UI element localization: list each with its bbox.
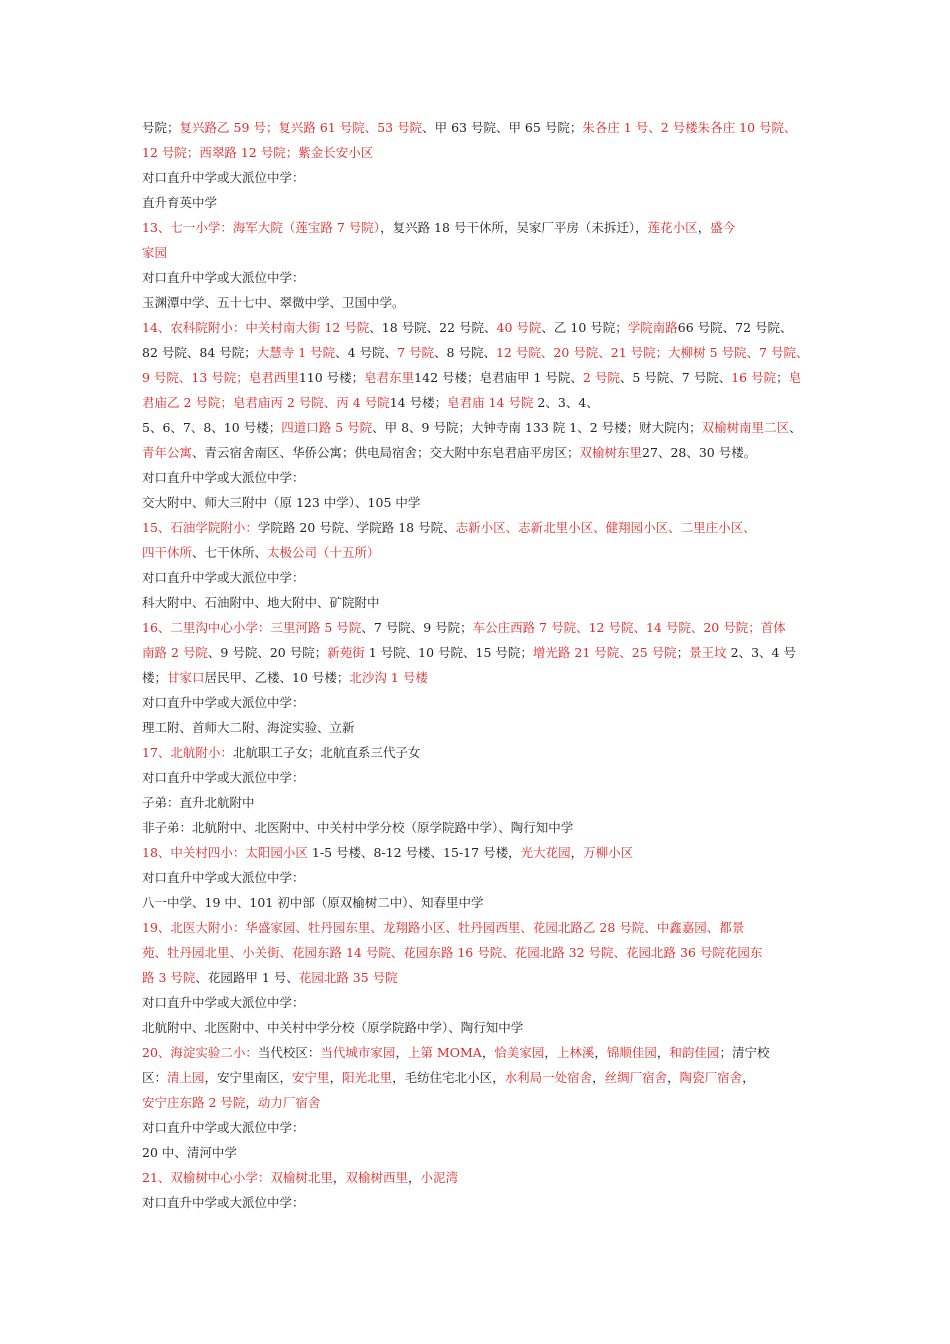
document-body — [142, 115, 812, 1215]
plain-text: 、青云宿舍南区、华侨公寓；供电局宿舍；交大附中东皂君庙平房区； — [192, 445, 580, 460]
plain-text: ；清宁校 — [719, 1045, 770, 1060]
highlighted-text: 12 号院；西翠路 12 号院；紫金长安小区 — [142, 145, 374, 160]
highlighted-text: 志新小区、志新北里小区、健翔园小区、二里庄小区、 — [455, 520, 756, 535]
text-line — [142, 1040, 812, 1065]
plain-text: 八一中学、19 中、101 初中部（原双榆树二中）、知春里中学 — [142, 895, 484, 910]
text-line — [142, 165, 812, 190]
text-line — [142, 890, 812, 915]
highlighted-text: 新苑街 — [327, 645, 365, 660]
plain-text: ， — [656, 1045, 670, 1060]
plain-text: 子弟：直升北航附中 — [142, 795, 255, 810]
plain-text: 科大附中、石油附中、地大附中、矿院附中 — [142, 595, 380, 610]
plain-text: ， — [407, 1170, 421, 1185]
plain-text: 142 号楼；皂君庙甲 1 号院、 — [414, 370, 583, 385]
highlighted-text: 青年公寓 — [142, 445, 193, 460]
highlighted-text: 皂君庙 14 号院 — [447, 395, 534, 410]
highlighted-text: 增光路 21 号院、25 号院 — [532, 645, 677, 660]
plain-text: ； — [776, 370, 789, 385]
plain-text: ，安宁里南区， — [204, 1070, 293, 1085]
plain-text: 对口直升中学或大派位中学： — [142, 870, 305, 885]
highlighted-text: 丝绸厂宿舍 — [604, 1070, 668, 1085]
highlighted-text: 16、二里沟中心小学：三里河路 5 号院 — [142, 620, 362, 635]
plain-text: ， — [594, 1045, 607, 1060]
highlighted-text: 家园 — [142, 245, 168, 260]
plain-text: ， — [332, 1170, 346, 1185]
text-line — [142, 240, 812, 265]
highlighted-text: 12 号院、20 号院、21 号院；大柳树 5 号院、7 号院、 — [495, 345, 809, 360]
highlighted-text: 40 号院 — [496, 320, 542, 335]
plain-text: 学院路 20 号院、学院路 18 号院、 — [257, 520, 456, 535]
text-line — [142, 515, 812, 540]
text-line — [142, 1015, 812, 1040]
plain-text: 、4 号院、 — [335, 345, 398, 360]
highlighted-text: 双榆树西里 — [345, 1170, 408, 1185]
highlighted-text: 苑、牡丹园北里、小关街、花园东路 14 号院、花园东路 16 号院、花园北路 32 号院、花园北路 36 号院花园东 — [142, 945, 763, 960]
text-line — [142, 115, 812, 140]
plain-text: ， — [544, 1045, 557, 1060]
highlighted-text: 7 号院 — [397, 345, 435, 360]
plain-text: 、5 号院、7 号院、 — [619, 370, 732, 385]
plain-text: 居民甲、乙楼、10 号楼； — [204, 670, 350, 685]
highlighted-text: 16 号院 — [731, 370, 777, 385]
plain-text: 110 号楼； — [298, 370, 365, 385]
text-line — [142, 1115, 812, 1140]
plain-text: ， — [245, 1095, 258, 1110]
highlighted-text: 当代城市家园 — [320, 1045, 396, 1060]
highlighted-text: 清上园 — [167, 1070, 205, 1085]
text-line — [142, 565, 812, 590]
highlighted-text: 恰美家园 — [494, 1045, 545, 1060]
plain-text: 区： — [142, 1070, 168, 1085]
highlighted-text: 13、七一小学：海军大院（莲宝路 7 号院） — [142, 220, 381, 235]
plain-text: 北航职工子女；北航直系三代子女 — [232, 745, 421, 760]
text-line — [142, 1140, 812, 1165]
plain-text: 、8 号院、 — [434, 345, 496, 360]
text-line — [142, 990, 812, 1015]
text-line — [142, 790, 812, 815]
text-line — [142, 1165, 812, 1190]
text-line — [142, 465, 812, 490]
highlighted-text: 18、中关村四小：太阳园小区 — [142, 845, 308, 860]
text-line — [142, 490, 812, 515]
highlighted-text: 大慧寺 1 号院 — [256, 345, 336, 360]
plain-text: 1 号院、10 号院、15 号院； — [364, 645, 533, 660]
highlighted-text: 9 号院、13 号院；皂君西里 — [142, 370, 299, 385]
highlighted-text: 四道口路 5 号院 — [281, 420, 373, 435]
text-line — [142, 290, 812, 315]
plain-text: 号院； — [142, 120, 180, 135]
highlighted-text: 皂 — [788, 370, 802, 385]
plain-text: 2、3、4 号 — [726, 645, 796, 660]
highlighted-text: 路 3 号院 — [142, 970, 196, 985]
highlighted-text: 19、北医大附小：华盛家园、牡丹园东里、龙翔路小区、牡丹园西里、花园北路乙 28 号院、中鑫嘉园、都景 — [142, 920, 745, 935]
text-line — [142, 715, 812, 740]
plain-text: ， — [481, 1045, 495, 1060]
text-line — [142, 1065, 812, 1090]
highlighted-text: 小泥湾 — [420, 1170, 458, 1185]
highlighted-text: 莲花小区 — [647, 220, 698, 235]
text-line — [142, 940, 812, 965]
highlighted-text: 动力厂宿舍 — [257, 1095, 321, 1110]
highlighted-text: 锦顺佳园 — [606, 1045, 657, 1060]
plain-text: 对口直升中学或大派位中学： — [142, 995, 305, 1010]
text-line — [142, 340, 812, 365]
highlighted-text: 万柳小区 — [583, 845, 634, 860]
plain-text: ， — [592, 1070, 605, 1085]
highlighted-text: 阳光北里 — [342, 1070, 393, 1085]
plain-text: 、7 号院、9 号院； — [361, 620, 473, 635]
plain-text: 直升育英中学 — [142, 195, 218, 210]
text-line — [142, 640, 812, 665]
highlighted-text: 双榆树东里 — [579, 445, 643, 460]
highlighted-text: 2 号院 — [582, 370, 620, 385]
text-line — [142, 540, 812, 565]
highlighted-text: 甘家口 — [167, 670, 205, 685]
text-line — [142, 190, 812, 215]
plain-text: ，毛纺住宅北小区， — [392, 1070, 505, 1085]
plain-text: ， — [667, 1070, 680, 1085]
highlighted-text: 朱各庄 1 号、2 号楼朱各庄 10 号院、 — [582, 120, 797, 135]
plain-text: 、18 号院、22 号院、 — [369, 320, 497, 335]
highlighted-text: 上第 MOMA — [407, 1045, 482, 1060]
highlighted-text: 陶瓷厂宿舍 — [679, 1070, 743, 1085]
plain-text: 14 号楼； — [389, 395, 448, 410]
text-line — [142, 590, 812, 615]
highlighted-text: 景王坟 — [689, 645, 727, 660]
text-line — [142, 265, 812, 290]
text-line — [142, 615, 812, 640]
text-line — [142, 815, 812, 840]
highlighted-text: 和韵佳园 — [669, 1045, 720, 1060]
highlighted-text: 上林溪 — [556, 1045, 595, 1060]
text-line — [142, 415, 812, 440]
plain-text: 、甲 63 号院、甲 65 号院； — [422, 120, 583, 135]
text-line — [142, 765, 812, 790]
plain-text: 非子弟：北航附中、北医附中、中关村中学分校（原学院路中学）、陶行知中学 — [142, 820, 574, 835]
highlighted-text: 复兴路乙 59 号；复兴路 61 号院、53 号院 — [179, 120, 423, 135]
plain-text: 、七干休所、 — [192, 545, 268, 560]
plain-text: ， — [742, 1070, 755, 1085]
plain-text: 对口直升中学或大派位中学： — [142, 470, 305, 485]
plain-text: 交大附中、师大三附中（原 123 中学）、105 中学 — [142, 495, 421, 510]
highlighted-text: 车公庄西路 7 号院、12 号院、14 号院、20 号院；首体 — [472, 620, 786, 635]
plain-text: ， — [697, 220, 711, 235]
plain-text: 66 号院、72 号院、 — [677, 320, 793, 335]
plain-text: 2、3、4、 — [533, 395, 599, 410]
plain-text: 北航附中、北医附中、中关村中学分校（原学院路中学）、陶行知中学 — [142, 1020, 524, 1035]
plain-text: 理工附、首师大二附、海淀实验、立新 — [142, 720, 355, 735]
plain-text: ； — [676, 645, 690, 660]
text-line — [142, 1090, 812, 1115]
plain-text: ， — [395, 1045, 408, 1060]
plain-text: 对口直升中学或大派位中学： — [142, 770, 305, 785]
highlighted-text: 光大花园 — [520, 845, 571, 860]
plain-text: 20 中、清河中学 — [142, 1145, 237, 1160]
highlighted-text: 双榆树南里二区 — [701, 420, 790, 435]
text-line — [142, 865, 812, 890]
plain-text: 、9 号院、20 号院； — [207, 645, 328, 660]
highlighted-text: 南路 2 号院 — [142, 645, 208, 660]
plain-text: 对口直升中学或大派位中学： — [142, 570, 305, 585]
text-line — [142, 1190, 812, 1215]
highlighted-text: 21、双榆树中心小学：双榆树北里 — [142, 1170, 333, 1185]
highlighted-text: 学院南路 — [627, 320, 678, 335]
text-line — [142, 740, 812, 765]
highlighted-text: 盛今 — [710, 220, 736, 235]
highlighted-text: 安宁里 — [292, 1070, 330, 1085]
plain-text: ，复兴路 18 号干休所，吴家厂平房（未拆迁）， — [380, 220, 648, 235]
plain-text: 当代校区： — [257, 1045, 321, 1060]
plain-text: 1-5 号楼、8-12 号楼、15-17 号楼， — [307, 845, 521, 860]
plain-text: 对口直升中学或大派位中学： — [142, 170, 305, 185]
plain-text: 对口直升中学或大派位中学： — [142, 1120, 305, 1135]
text-line — [142, 140, 812, 165]
highlighted-text: 四干休所 — [142, 545, 193, 560]
plain-text: 对口直升中学或大派位中学： — [142, 695, 305, 710]
highlighted-text: 17、北航附小： — [142, 745, 233, 760]
plain-text: ， — [570, 845, 584, 860]
plain-text: 、乙 10 号院； — [541, 320, 628, 335]
text-line — [142, 840, 812, 865]
highlighted-text: 20、海淀实验二小： — [142, 1045, 258, 1060]
highlighted-text: 14、农科院附小：中关村南大街 12 号院 — [142, 320, 370, 335]
plain-text: ， — [329, 1070, 343, 1085]
plain-text: 、甲 8、9 号院；大钟寺南 133 院 1、2 号楼；财大院内； — [372, 420, 702, 435]
highlighted-text: 15、石油学院附小： — [142, 520, 258, 535]
text-line — [142, 215, 812, 240]
plain-text: 5、6、7、8、10 号楼； — [142, 420, 282, 435]
text-line — [142, 965, 812, 990]
plain-text: 82 号院、84 号院； — [142, 345, 257, 360]
highlighted-text: 皂君东里 — [364, 370, 415, 385]
highlighted-text: 水利局一处宿舍 — [504, 1070, 593, 1085]
plain-text: 对口直升中学或大派位中学： — [142, 270, 305, 285]
text-line — [142, 665, 812, 690]
highlighted-text: 安宁庄东路 2 号院 — [142, 1095, 246, 1110]
plain-text: 楼； — [142, 670, 168, 685]
text-line — [142, 315, 812, 340]
text-line — [142, 440, 812, 465]
highlighted-text: 君庙乙 2 号院；皂君庙丙 2 号院、丙 4 号院 — [142, 395, 390, 410]
plain-text: 、花园路甲 1 号、 — [195, 970, 299, 985]
text-line — [142, 390, 812, 415]
highlighted-text: 太极公司（十五所） — [267, 545, 380, 560]
plain-text: 、 — [789, 420, 802, 435]
plain-text: 27、28、30 号楼。 — [642, 445, 757, 460]
plain-text: 对口直升中学或大派位中学： — [142, 1195, 305, 1210]
highlighted-text: 北沙沟 1 号楼 — [349, 670, 428, 685]
text-line — [142, 690, 812, 715]
text-line — [142, 915, 812, 940]
plain-text: 玉渊潭中学、五十七中、翠微中学、卫国中学。 — [142, 295, 405, 310]
highlighted-text: 花园北路 35 号院 — [298, 970, 398, 985]
text-line — [142, 365, 812, 390]
